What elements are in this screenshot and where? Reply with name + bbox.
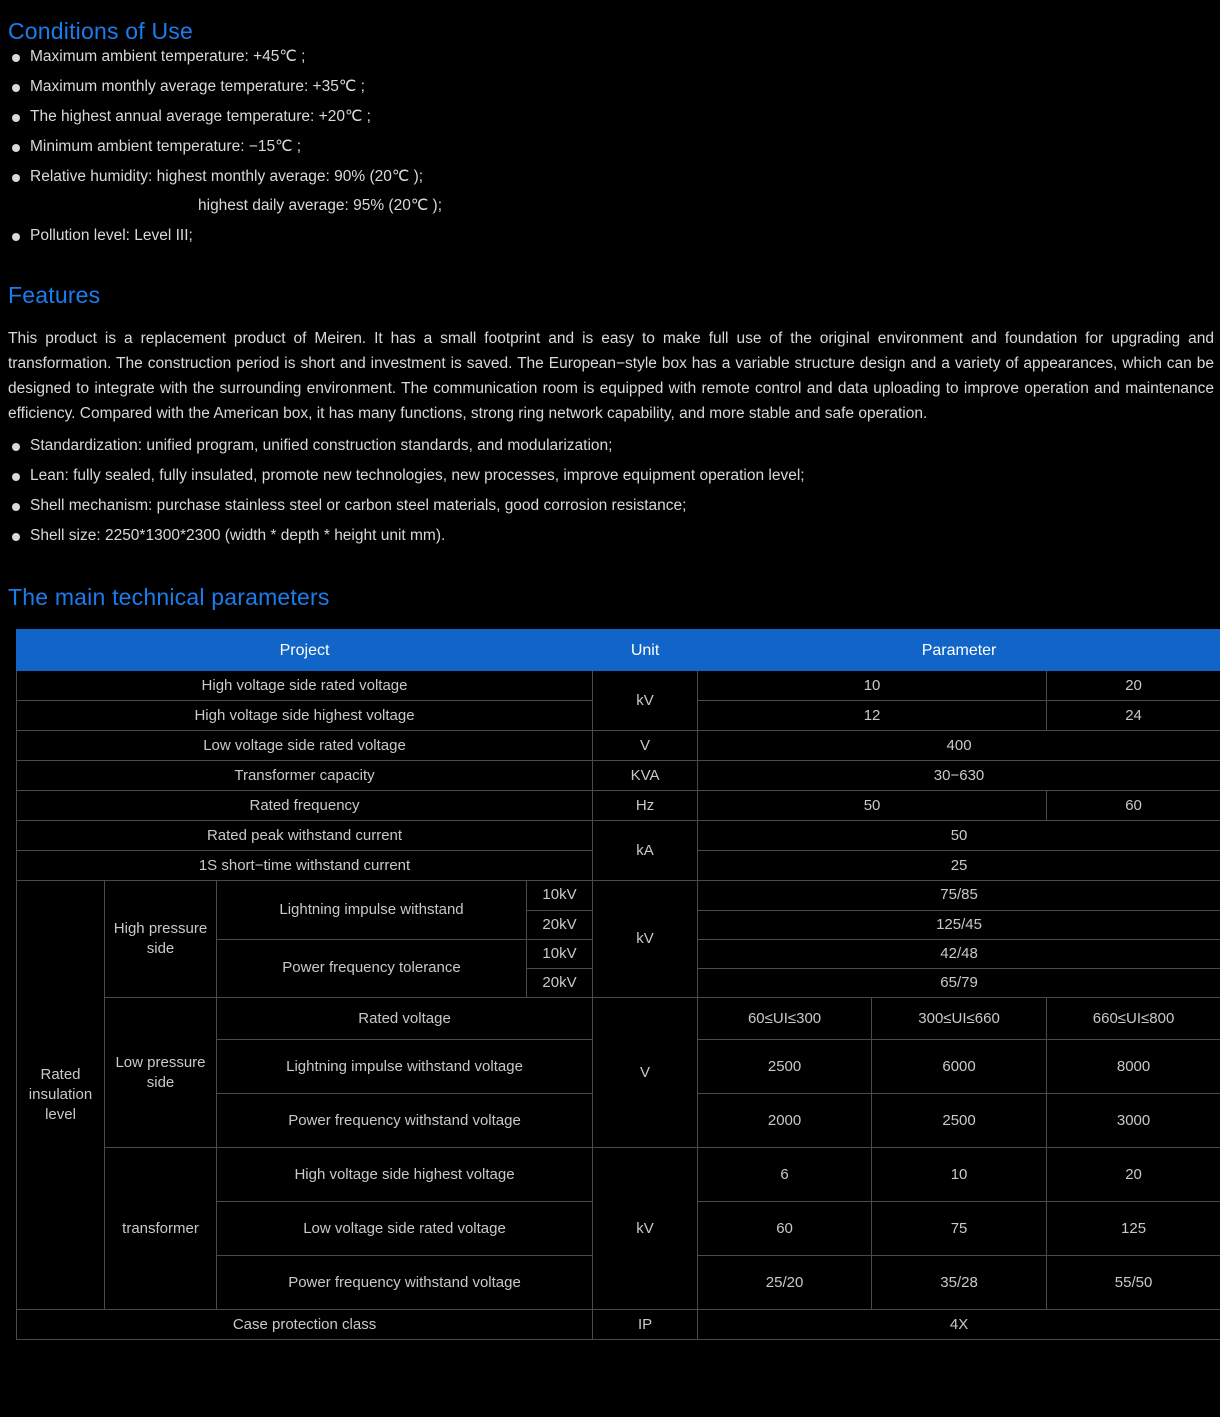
header-parameter: Parameter xyxy=(698,630,1220,671)
transformer-capacity-value: 30−630 xyxy=(698,761,1220,791)
case-protection-unit: IP xyxy=(593,1310,698,1340)
list-item xyxy=(8,434,1220,458)
conditions-item-4: Relative humidity: highest monthly average: 90% (20℃ ); xyxy=(30,168,424,186)
lp-row-0-name: Rated voltage xyxy=(217,998,593,1040)
conditions-list xyxy=(8,45,1220,248)
hv-rated-voltage-label: High voltage side rated voltage xyxy=(17,671,593,701)
lp-row-0-c2: 300≤UI≤660 xyxy=(872,998,1047,1040)
list-item xyxy=(8,494,1220,518)
conditions-item-6: Pollution level: Level III; xyxy=(30,227,193,245)
section-technical-parameters xyxy=(0,554,1220,1340)
conditions-item-2: The highest annual average temperature: +20℃ ; xyxy=(30,108,371,126)
hp-value-2: 125/45 xyxy=(698,910,1220,939)
lightning-impulse-withstand-label: Lightning impulse withstand xyxy=(217,881,527,940)
list-item xyxy=(8,75,1220,99)
short-time-current-label: 1S short−time withstand current xyxy=(17,851,593,881)
hv-highest-voltage-label: High voltage side highest voltage xyxy=(17,701,593,731)
lp-row-1-c3: 8000 xyxy=(1047,1040,1220,1094)
tr-row-0-name: High voltage side highest voltage xyxy=(217,1148,593,1202)
tr-row-1-name: Low voltage side rated voltage xyxy=(217,1202,593,1256)
list-item xyxy=(8,135,1220,159)
peak-current-unit: kA xyxy=(593,821,698,881)
conditions-item-1: Maximum monthly average temperature: +35℃ ; xyxy=(30,78,365,96)
features-item-3: Shell size: 2250*1300*2300 (width * depth * height unit mm). xyxy=(30,527,446,545)
tr-row-0-c1: 6 xyxy=(698,1148,872,1202)
table-row xyxy=(17,791,1220,821)
lp-row-2-name: Power frequency withstand voltage xyxy=(217,1094,593,1148)
tr-row-2-c1: 25/20 xyxy=(698,1256,872,1310)
lp-row-2-c1: 2000 xyxy=(698,1094,872,1148)
list-item xyxy=(8,524,1220,548)
table-row xyxy=(17,761,1220,791)
lv-rated-voltage-value: 400 xyxy=(698,731,1220,761)
low-pressure-unit: V xyxy=(593,998,698,1148)
section-conditions-of-use xyxy=(0,0,1220,248)
lv-rated-voltage-unit: V xyxy=(593,731,698,761)
table-row xyxy=(17,671,1220,701)
conditions-item-5: highest daily average: 95% (20℃ ); xyxy=(198,197,443,215)
tr-row-0-c3: 20 xyxy=(1047,1148,1220,1202)
hp-sub-10kv-b: 10kV xyxy=(527,939,593,968)
high-pressure-side-label: High pressure side xyxy=(105,881,217,998)
header-unit: Unit xyxy=(593,630,698,671)
transformer-capacity-unit: KVA xyxy=(593,761,698,791)
technical-parameters-table xyxy=(16,629,1220,1340)
table-header-row xyxy=(17,630,1220,671)
features-item-1: Lean: fully sealed, fully insulated, promote new technologies, new processes, improve equipment operation level; xyxy=(30,467,805,485)
hv-rated-voltage-v2: 20 xyxy=(1047,671,1220,701)
list-item xyxy=(8,464,1220,488)
case-protection-value: 4X xyxy=(698,1310,1220,1340)
features-item-0: Standardization: unified program, unified construction standards, and modularization; xyxy=(30,437,613,455)
conditions-item-3: Minimum ambient temperature: −15℃ ; xyxy=(30,138,302,156)
section-features xyxy=(0,254,1220,548)
hp-value-3: 42/48 xyxy=(698,939,1220,968)
conditions-title: Conditions of Use xyxy=(8,18,193,44)
lp-row-2-c3: 3000 xyxy=(1047,1094,1220,1148)
hp-sub-10kv-a: 10kV xyxy=(527,881,593,910)
tr-row-0-c2: 10 xyxy=(872,1148,1047,1202)
features-item-2: Shell mechanism: purchase stainless steel or carbon steel materials, good corrosion resistance; xyxy=(30,497,687,515)
conditions-item-0: Maximum ambient temperature: +45℃ ; xyxy=(30,48,306,65)
hv-highest-voltage-v2: 24 xyxy=(1047,701,1220,731)
transformer-unit: kV xyxy=(593,1148,698,1310)
case-protection-label: Case protection class xyxy=(17,1310,593,1340)
table-row xyxy=(17,731,1220,761)
tr-row-2-c3: 55/50 xyxy=(1047,1256,1220,1310)
technical-title: The main technical parameters xyxy=(8,584,330,611)
features-list xyxy=(8,434,1220,548)
lp-row-1-name: Lightning impulse withstand voltage xyxy=(217,1040,593,1094)
lp-row-1-c2: 6000 xyxy=(872,1040,1047,1094)
table-row xyxy=(17,998,1220,1040)
transformer-label: transformer xyxy=(105,1148,217,1310)
tr-row-2-name: Power frequency withstand voltage xyxy=(217,1256,593,1310)
lp-row-0-c3: 660≤UI≤800 xyxy=(1047,998,1220,1040)
features-title: Features xyxy=(8,282,101,309)
table-row xyxy=(17,1148,1220,1202)
list-item xyxy=(8,45,1220,69)
table-row xyxy=(17,821,1220,851)
rated-peak-current-label: Rated peak withstand current xyxy=(17,821,593,851)
hp-sub-20kv-b: 20kV xyxy=(527,969,593,998)
power-frequency-tolerance-label: Power frequency tolerance xyxy=(217,939,527,998)
tr-row-1-c2: 75 xyxy=(872,1202,1047,1256)
tr-row-1-c3: 125 xyxy=(1047,1202,1220,1256)
rated-frequency-v1: 50 xyxy=(698,791,1047,821)
lp-row-0-c1: 60≤UI≤300 xyxy=(698,998,872,1040)
hv-voltage-unit: kV xyxy=(593,671,698,731)
table-row xyxy=(17,881,1220,910)
hv-highest-voltage-v1: 12 xyxy=(698,701,1047,731)
hp-value-1: 75/85 xyxy=(698,881,1220,910)
lp-row-2-c2: 2500 xyxy=(872,1094,1047,1148)
tr-row-1-c1: 60 xyxy=(698,1202,872,1256)
list-item xyxy=(8,105,1220,129)
rated-frequency-label: Rated frequency xyxy=(17,791,593,821)
header-project: Project xyxy=(17,630,593,671)
rated-frequency-unit: Hz xyxy=(593,791,698,821)
high-pressure-unit: kV xyxy=(593,881,698,998)
rated-frequency-v2: 60 xyxy=(1047,791,1220,821)
tr-row-2-c2: 35/28 xyxy=(872,1256,1047,1310)
rated-peak-current-value: 50 xyxy=(698,821,1220,851)
insulation-level-label: Rated insulation level xyxy=(17,881,105,1310)
list-item xyxy=(8,224,1220,248)
features-paragraph: This product is a replacement product of Meiren. It has a small footprint and is easy to make full use of the original environment and foundation for upgrading and transformation. The construction period is short and investment is saved. The European−style box has a variable structure design and a variety of appearances, which can be designed to integrate with the surrounding environment. The communication room is equipped with remote control and data uploading to improve operation and maintenance efficiency. Compared with the American box, it has many functions, strong ring network capability, and more stable and safe operation. xyxy=(8,330,1214,422)
hp-sub-20kv-a: 20kV xyxy=(527,910,593,939)
list-item xyxy=(8,165,1220,218)
transformer-capacity-label: Transformer capacity xyxy=(17,761,593,791)
table-row xyxy=(17,1310,1220,1340)
short-time-current-value: 25 xyxy=(698,851,1220,881)
lp-row-1-c1: 2500 xyxy=(698,1040,872,1094)
hv-rated-voltage-v1: 10 xyxy=(698,671,1047,701)
low-pressure-side-label: Low pressure side xyxy=(105,998,217,1148)
hp-value-4: 65/79 xyxy=(698,969,1220,998)
lv-rated-voltage-label: Low voltage side rated voltage xyxy=(17,731,593,761)
